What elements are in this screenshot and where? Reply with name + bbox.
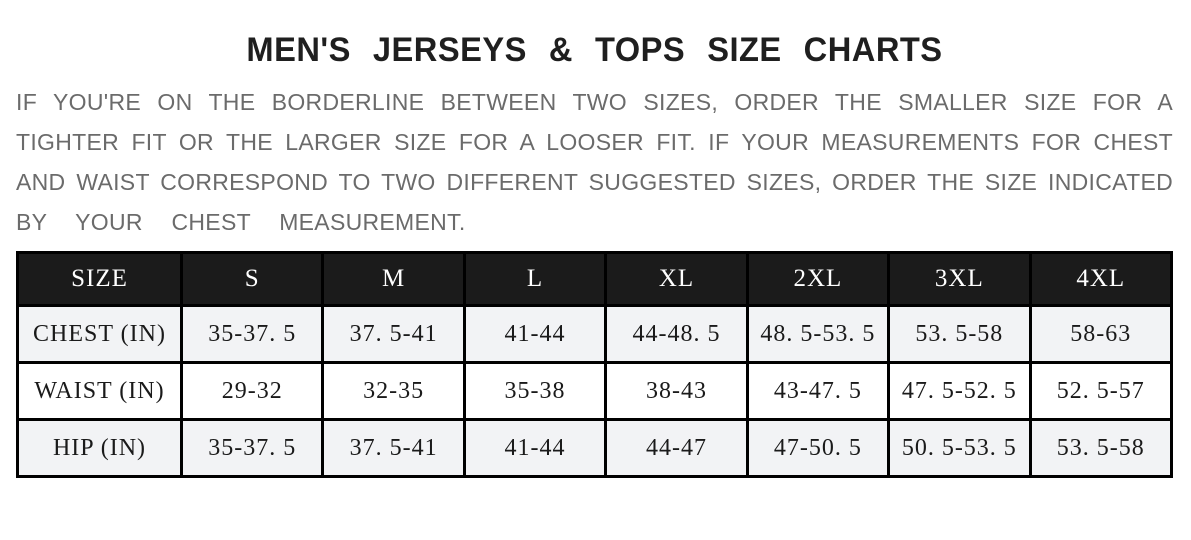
table-header xyxy=(18,253,1172,306)
waist-value-3xl: 47. 5-52. 5 xyxy=(889,363,1030,420)
waist-value-2xl: 43-47. 5 xyxy=(747,363,888,420)
table-row-hip xyxy=(18,420,1172,477)
chest-value-l: 41-44 xyxy=(464,306,605,363)
table-row-chest xyxy=(18,306,1172,363)
waist-value-4xl: 52. 5-57 xyxy=(1030,363,1171,420)
chest-value-2xl: 48. 5-53. 5 xyxy=(747,306,888,363)
intro-line-4: BY YOUR CHEST MEASUREMENT. xyxy=(16,209,466,235)
column-header-m: M xyxy=(323,253,464,306)
hip-value-s: 35-37. 5 xyxy=(182,420,323,477)
hip-value-m: 37. 5-41 xyxy=(323,420,464,477)
chest-value-xl: 44-48. 5 xyxy=(606,306,747,363)
column-header-size: SIZE xyxy=(18,253,182,306)
intro-line-1: IF YOU'RE ON THE BORDERLINE BETWEEN TWO SIZES, ORDER THE SMALLER SIZE FOR A xyxy=(16,89,1173,115)
hip-value-l: 41-44 xyxy=(464,420,605,477)
chest-value-m: 37. 5-41 xyxy=(323,306,464,363)
size-chart-table xyxy=(16,251,1173,478)
row-label-chest: CHEST (IN) xyxy=(18,306,182,363)
intro-line-3: AND WAIST CORRESPOND TO TWO DIFFERENT SUGGESTED SIZES, ORDER THE SIZE INDICATED xyxy=(16,169,1173,195)
table-row-waist xyxy=(18,363,1172,420)
column-header-xl: XL xyxy=(606,253,747,306)
column-header-4xl: 4XL xyxy=(1030,253,1171,306)
table-body xyxy=(18,306,1172,477)
waist-value-l: 35-38 xyxy=(464,363,605,420)
page-title: MEN'S JERSEYS & TOPS SIZE CHARTS xyxy=(246,31,943,69)
column-header-s: S xyxy=(182,253,323,306)
column-header-2xl: 2XL xyxy=(747,253,888,306)
chest-value-4xl: 58-63 xyxy=(1030,306,1171,363)
intro-paragraph xyxy=(16,82,1173,242)
row-label-waist: WAIST (IN) xyxy=(18,363,182,420)
table-header-row xyxy=(18,253,1172,306)
hip-value-2xl: 47-50. 5 xyxy=(747,420,888,477)
waist-value-xl: 38-43 xyxy=(606,363,747,420)
intro-line-2: TIGHTER FIT OR THE LARGER SIZE FOR A LOOSER FIT. IF YOUR MEASUREMENTS FOR CHEST xyxy=(16,129,1173,155)
waist-value-s: 29-32 xyxy=(182,363,323,420)
size-chart-page xyxy=(0,30,1191,478)
chest-value-s: 35-37. 5 xyxy=(182,306,323,363)
hip-value-xl: 44-47 xyxy=(606,420,747,477)
chest-value-3xl: 53. 5-58 xyxy=(889,306,1030,363)
waist-value-m: 32-35 xyxy=(323,363,464,420)
row-label-hip: HIP (IN) xyxy=(18,420,182,477)
hip-value-4xl: 53. 5-58 xyxy=(1030,420,1171,477)
column-header-l: L xyxy=(464,253,605,306)
column-header-3xl: 3XL xyxy=(889,253,1030,306)
hip-value-3xl: 50. 5-53. 5 xyxy=(889,420,1030,477)
